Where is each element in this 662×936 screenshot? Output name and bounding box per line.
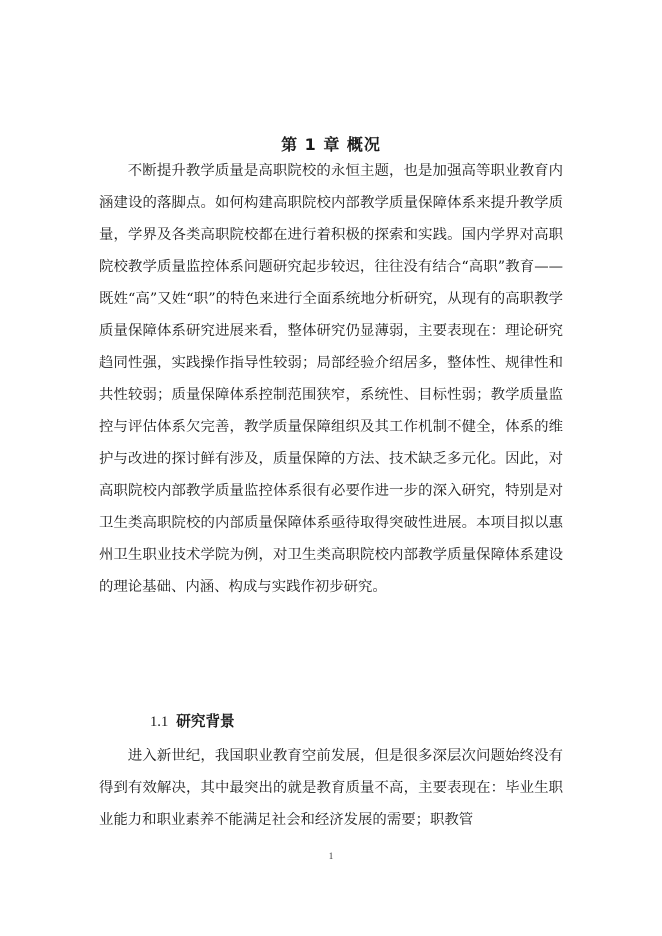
section-heading <box>150 708 235 736</box>
section-paragraph: 进入新世纪，我国职业教育空前发展，但是很多深层次问题始终没有得到有效解决，其中最突出的就是教育质量不高，主要表现在：毕业生职业能力和职业素养不能满足社会和经济发展的需要；职教管 <box>99 748 563 828</box>
section-title: 研究背景 <box>176 713 235 730</box>
chapter-title: 第 1 章 概况 <box>281 135 381 154</box>
intro-paragraph: 不断提升教学质量是高职院校的永恒主题，也是加强高等职业教育内涵建设的落脚点。如何构建高职院校内部教学质量保障体系来提升教学质量，学界及各类高职院校都在进行着积极的探索和实践。国内学界对高职院校教学质量监控体系问题研究起步较迟，往往没有结合“高职”教育——既姓“高”又姓“职”的特色来进行全面系统地分析研究，从现有的高职教学质量保障体系研究进展来看，整体研究仍显薄弱，主要表现在：理论研究趋同性强，实践操作指导性较弱；局部经验介绍居多，整体性、规律性和共性较弱；质量保障体系控制范围狭窄，系统性、目标性弱；教学质量监控与评估体系欠完善，教学质量保障组织及其工作机制不健全，体系的维护与改进的探讨鲜有涉及，质量保障的方法、技术缺乏多元化。因此，对高职院校内部教学质量监控体系很有必要作进一步的深入研究，特别是对卫生类高职院校的内部质量保障体系亟待取得突破性进展。本项目拟以惠州卫生职业技术学院为例，对卫生类高职院校内部教学质量保障体系建设的理论基础、内涵、构成与实践作初步研究。 <box>99 163 563 595</box>
section-number: 1.1 <box>150 714 169 730</box>
page-number: 1 <box>328 851 334 861</box>
